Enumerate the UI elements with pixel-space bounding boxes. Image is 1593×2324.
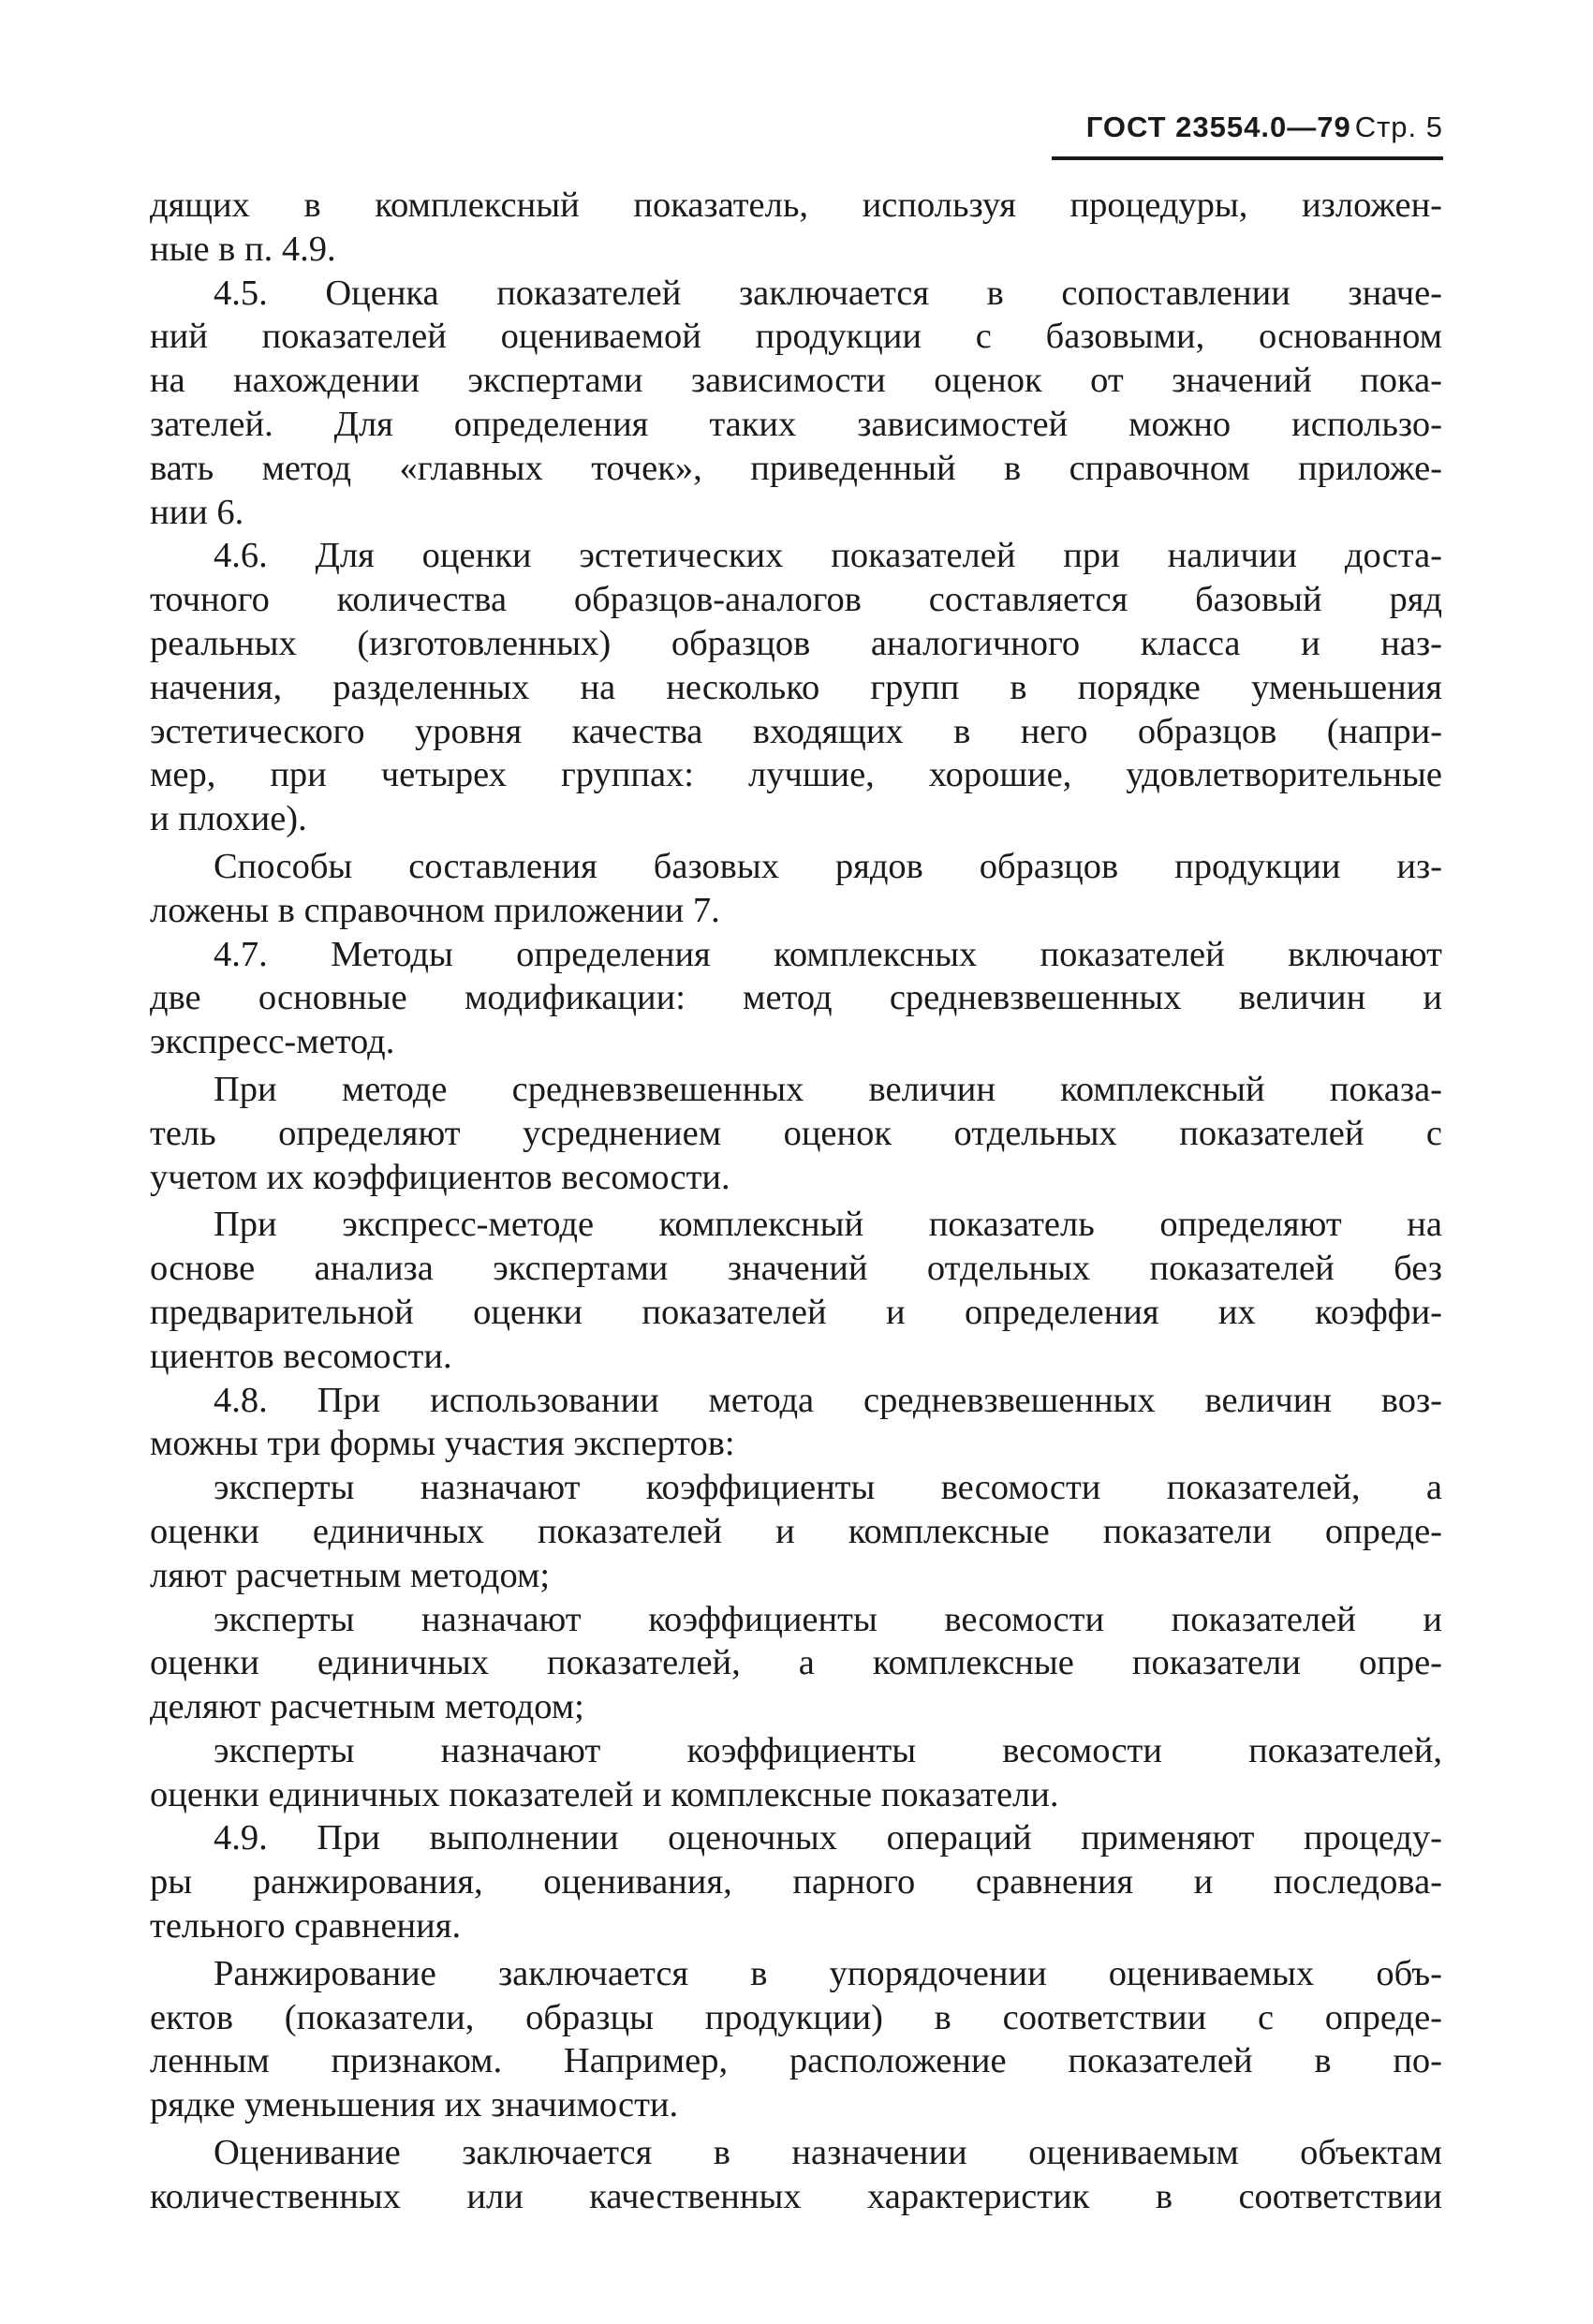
text-line: Оценивание заключается в назначении оцениваемым объектам [214, 2133, 1442, 2173]
text-line: Ранжирование заключается в упорядочении оцениваемых объ- [214, 1953, 1442, 1993]
text-line: мер, при четырех группах: лучшие, хорошие, удовлетворительные [150, 755, 1442, 795]
text-line: 4.9. При выполнении оценочных операций применяют процеду- [214, 1818, 1442, 1858]
text-line: При методе средневзвешенных величин комплексный показа- [214, 1069, 1442, 1109]
text-line: ные в п. 4.9. [150, 229, 336, 269]
text-line: и плохие). [150, 799, 307, 839]
text-line: предварительной оценки показателей и определения их коэффи- [150, 1292, 1442, 1332]
text-line: эксперты назначают коэффициенты весомости показателей, [214, 1730, 1442, 1770]
text-line: рядке уменьшения их значимости. [150, 2085, 679, 2125]
text-line: на нахождении экспертами зависимости оценок от значений пока- [150, 361, 1442, 401]
text-line: эксперты назначают коэффициенты весомости показателей, а [214, 1468, 1442, 1508]
text-line: ленным признаком. Например, расположение показателей в по- [150, 2041, 1442, 2081]
text-line: две основные модификации: метод средневзвешенных величин и [150, 978, 1442, 1018]
text-line: реальных (изготовленных) образцов аналогичного класса и наз- [150, 623, 1442, 663]
text-line: оценки единичных показателей, а комплексные показатели опре- [150, 1643, 1442, 1683]
text-line: начения, разделенных на несколько групп в порядке уменьшения [150, 667, 1442, 707]
text-line: точного количества образцов-аналогов составляется базовый ряд [150, 580, 1442, 620]
page-header [1086, 111, 1443, 144]
text-line: оценки единичных показателей и комплексные показатели. [150, 1774, 1059, 1814]
text-line: 4.5. Оценка показателей заключается в сопоставлении значе- [214, 273, 1442, 313]
text-line: количественных или качественных характеристик в соответствии [150, 2176, 1442, 2216]
page-number: Стр. 5 [1354, 111, 1443, 143]
text-line: зателей. Для определения таких зависимостей можно использо- [150, 404, 1442, 444]
text-line: ры ранжирования, оценивания, парного сравнения и последова- [150, 1862, 1442, 1902]
body-text [150, 184, 1442, 2219]
text-line: ектов (показатели, образцы продукции) в соответствии с опреде- [150, 1997, 1442, 2037]
text-line: деляют расчетным методом; [150, 1687, 584, 1727]
text-line: 4.7. Методы определения комплексных показателей включают [214, 934, 1442, 974]
text-line: вать метод «главных точек», приведенный в справочном приложе- [150, 448, 1442, 488]
text-line: ний показателей оцениваемой продукции с базовыми, основанном [150, 317, 1442, 357]
text-line: При экспресс-методе комплексный показатель определяют на [214, 1205, 1442, 1245]
text-line: экспресс-метод. [150, 1022, 395, 1062]
text-line: тельного сравнения. [150, 1906, 462, 1947]
text-line: Способы составления базовых рядов образцов продукции из- [214, 846, 1442, 886]
text-line: нии 6. [150, 492, 244, 532]
text-line: эксперты назначают коэффициенты весомости показателей и [214, 1599, 1442, 1639]
document-number: ГОСТ 23554.0—79 [1085, 111, 1351, 143]
text-line: ляют расчетным методом; [150, 1555, 551, 1595]
text-line: тель определяют усреднением оценок отдельных показателей с [150, 1113, 1442, 1153]
text-line: оценки единичных показателей и комплексные показатели опреде- [150, 1511, 1442, 1551]
text-line: эстетического уровня качества входящих в него образцов (напри- [150, 711, 1442, 751]
text-line: основе анализа экспертами значений отдельных показателей без [150, 1249, 1442, 1289]
text-line: учетом их коэффициентов весомости. [150, 1157, 730, 1197]
text-line: дящих в комплексный показатель, используя процедуры, изложен- [150, 185, 1442, 225]
text-line: циентов весомости. [150, 1336, 452, 1376]
text-line: ложены в справочном приложении 7. [150, 890, 720, 930]
text-line: 4.8. При использовании метода средневзвешенных величин воз- [214, 1380, 1442, 1420]
text-line: можны три формы участия экспертов: [150, 1424, 735, 1464]
text-line: 4.6. Для оценки эстетических показателей при наличии доста- [214, 536, 1442, 576]
header-rule [1052, 156, 1443, 160]
